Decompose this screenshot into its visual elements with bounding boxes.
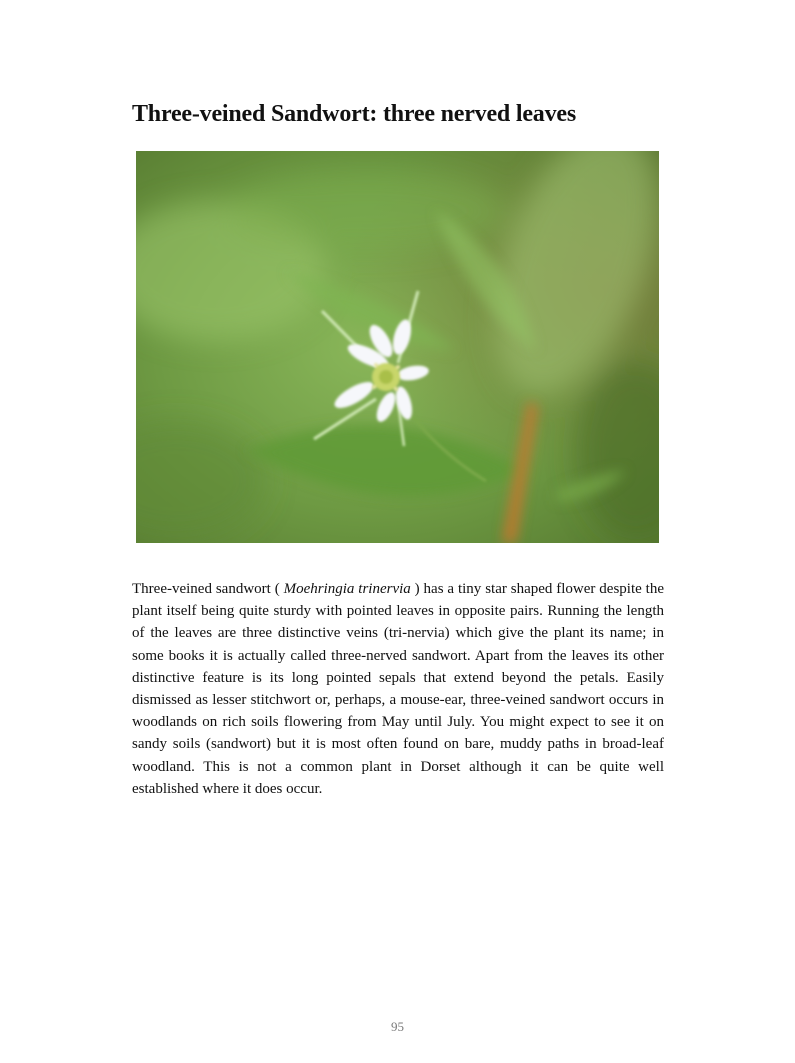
description-paragraph (132, 578, 664, 800)
page-number: 95 (391, 1019, 404, 1034)
paragraph-body: ) has a tiny star shaped flower despite the plant itself being quite sturdy with pointed leaves in opposite pairs. Running the length of the leaves are three distinctive veins (tri-nervia) which give the plant its name; in some books it is actually called three-nerved sandwort. Apart from the leaves its other distinctive feature is its long pointed sepals that extend beyond the petals. Easily dismissed as lesser stitchwort or, perhaps, a mouse-ear, three-veined sandwort occurs in woodlands on rich soils flowering from May until July. You might expect to see it on sandy soils (sandwort) but it is most often found on bare, muddy paths in broad-leaf woodland. This is not a common plant in Dorset although it can be quite well established where it does occur. (132, 581, 664, 797)
latin-name: Moehringia trinervia (283, 581, 411, 597)
paragraph-intro: Three-veined sandwort ( (132, 581, 284, 597)
sandwort-photo (136, 151, 659, 543)
page-title: Three-veined Sandwort: three nerved leaves (132, 101, 576, 127)
flower-image (136, 151, 659, 543)
